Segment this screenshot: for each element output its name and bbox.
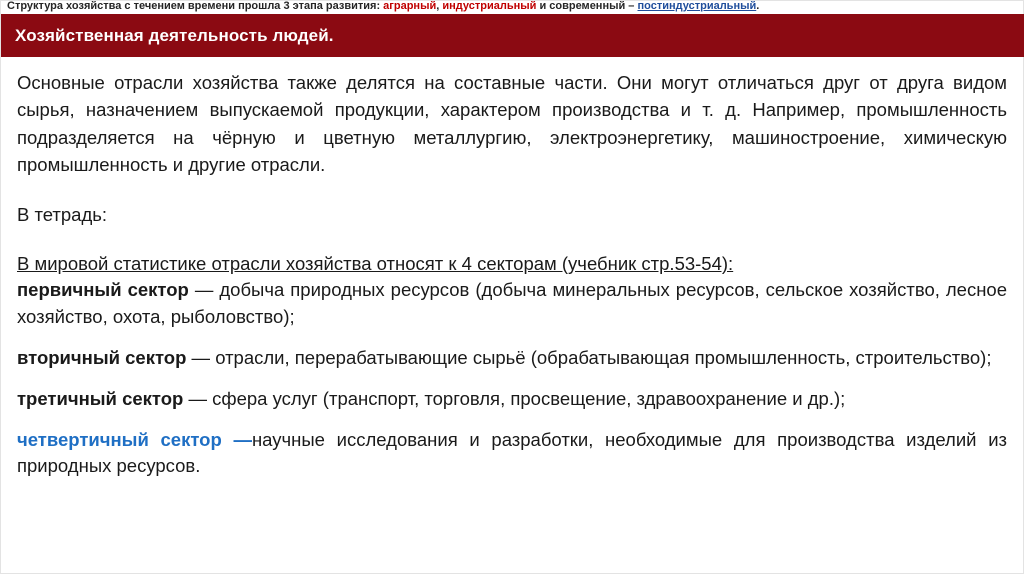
slide-title-bar — [1, 14, 1024, 57]
previous-slide-text-fragment — [1, 1, 1024, 13]
top-strip-postindustrial: постиндустриальный — [637, 1, 757, 12]
sector-name-primary: первичный сектор — [17, 279, 189, 301]
sector-dash-primary: — — [188, 279, 220, 301]
sector-dash-quaternary: — — [221, 428, 252, 450]
sector-dash-tertiary: — — [183, 387, 213, 409]
top-strip-segment-3: этапа развития: — [289, 1, 384, 12]
top-strip-comma: , — [436, 1, 443, 12]
sector-text-primary: добыча природных ресурсов (добыча минеральных ресурсов, сельское хозяйство, лесное хозяйство, охота, рыболовство); — [17, 279, 1008, 328]
top-strip-industrial: индустриальный — [442, 1, 537, 12]
statistics-line: В мировой статистике отрасли хозяйства относят к 4 секторам (учебник стр.53-54): — [17, 252, 734, 274]
sector-text-tertiary: сфера услуг (транспорт, торговля, просвещение, здравоохранение и др.); — [212, 387, 846, 409]
sector-dash-secondary: — — [186, 346, 216, 368]
sector-name-quaternary: четвертичный сектор — [17, 428, 222, 450]
sector-name-tertiary: третичный сектор — [17, 387, 184, 409]
sector-item-primary — [17, 277, 1007, 331]
sector-text-quaternary: научные исследования и разработки, необходимые для производства изделий из природных ресурсов. — [17, 428, 1008, 477]
sector-name-secondary: вторичный сектор — [17, 346, 187, 368]
top-strip-number: 3 — [283, 1, 290, 12]
sector-item-secondary — [17, 345, 1007, 372]
top-strip-agrarian: аграрный — [383, 1, 437, 12]
notebook-label: В тетрадь: — [17, 203, 108, 225]
sector-item-quaternary — [17, 427, 1007, 481]
top-strip-segment-7: и современный – — [536, 1, 638, 12]
sector-text-secondary: отрасли, перерабатывающие сырьё (обрабатывающая промышленность, строительство); — [215, 346, 992, 368]
top-strip-segment-1: Структура хозяйства с течением времени прошла — [7, 1, 284, 12]
intro-paragraph: Основные отрасли хозяйства также делятся на составные части. Они могут отличаться друг от друга видом сырья, назначением выпускаемой продукции, характером производства и т. д. Например, промышленность подразделяется на чёрную и цветную металлургию, электроэнергетику, машиностроение, химическую промышленность и другие отрасли. — [17, 72, 1007, 176]
top-strip-period: . — [756, 1, 760, 12]
page-title: Хозяйственная деятельность людей. — [15, 25, 334, 45]
slide-content — [1, 57, 1024, 480]
sector-item-tertiary — [17, 386, 1007, 413]
